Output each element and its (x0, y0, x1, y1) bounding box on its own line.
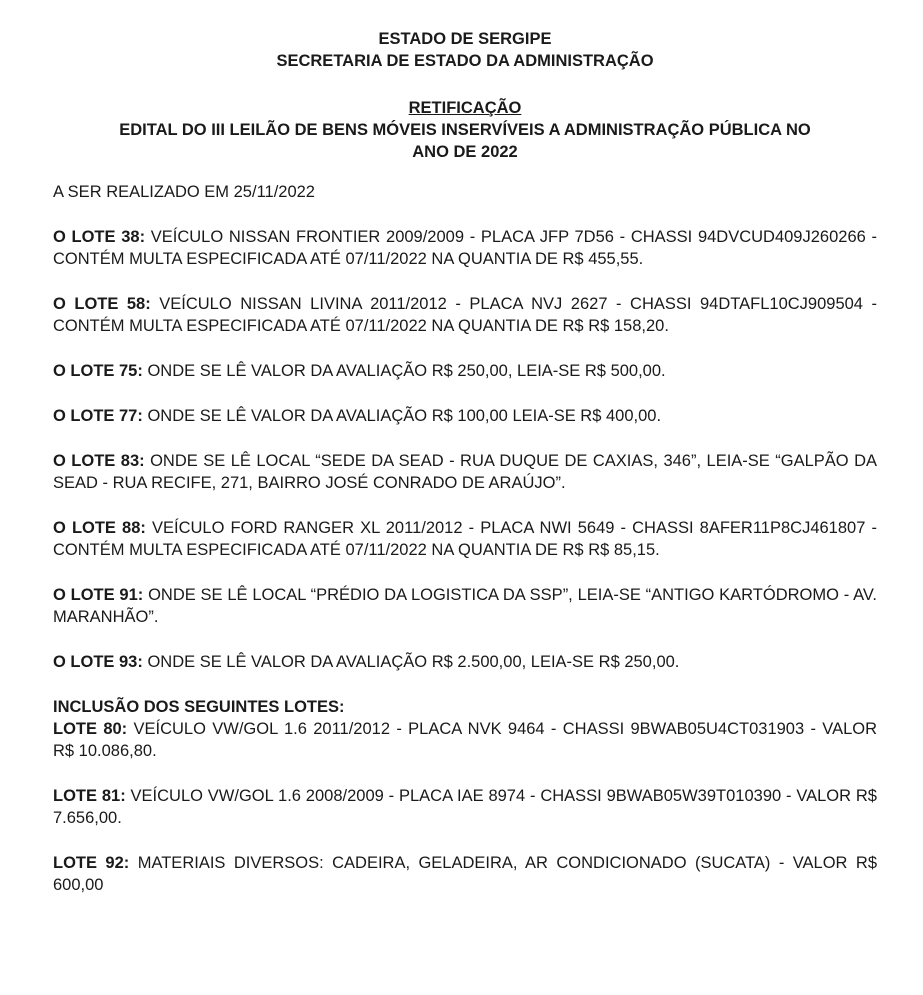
retificacao-title: RETIFICAÇÃO (408, 99, 522, 117)
lote-label: O LOTE 91: (53, 586, 144, 604)
lote-text: VEÍCULO VW/GOL 1.6 2011/2012 - PLACA NVK 9464 - CHASSI 9BWAB05U4CT031903 - VALOR R$ 10.086,80. (53, 720, 877, 760)
lote-text: ONDE SE LÊ VALOR DA AVALIAÇÃO R$ 2.500,00, LEIA-SE R$ 250,00. (142, 653, 680, 671)
lote-83-paragraph (53, 450, 877, 494)
lote-label: LOTE 81: (53, 787, 126, 805)
lote-text: ONDE SE LÊ LOCAL “PRÉDIO DA LOGISTICA DA SSP”, LEIA-SE “ANTIGO KARTÓDROMO - AV. MARANHÃO”. (53, 586, 877, 626)
auction-date: A SER REALIZADO EM 25/11/2022 (53, 183, 315, 201)
lote-80-paragraph (53, 718, 877, 762)
lote-text: MATERIAIS DIVERSOS: CADEIRA, GELADEIRA, AR CONDICIONADO (SUCATA) - VALOR R$ 600,00 (53, 854, 877, 894)
state-heading: ESTADO DE SERGIPE (378, 30, 552, 48)
lote-text: ONDE SE LÊ VALOR DA AVALIAÇÃO R$ 250,00, LEIA-SE R$ 500,00. (142, 362, 666, 380)
lote-label: LOTE 92: (53, 854, 130, 872)
lote-text: ONDE SE LÊ LOCAL “SEDE DA SEAD - RUA DUQUE DE CAXIAS, 346”, LEIA-SE “GALPÃO DA SEAD - RUA RECIFE, 271, BAIRRO JOSÉ CONRADO DE ARAÚJO”. (53, 452, 877, 492)
inclusion-heading: INCLUSÃO DOS SEGUINTES LOTES: (53, 698, 345, 716)
lote-label: LOTE 80: (53, 720, 128, 738)
lote-label: O LOTE 75: (53, 362, 143, 380)
lote-label: O LOTE 58: (53, 295, 151, 313)
edital-title-line-1: EDITAL DO III LEILÃO DE BENS MÓVEIS INSERVÍVEIS A ADMINISTRAÇÃO PÚBLICA NO (119, 121, 811, 139)
lote-label: O LOTE 93: (53, 653, 143, 671)
lote-text: ONDE SE LÊ VALOR DA AVALIAÇÃO R$ 100,00 LEIA-SE R$ 400,00. (142, 407, 662, 425)
lote-58-paragraph (53, 293, 877, 337)
lote-38-paragraph (53, 226, 877, 270)
lote-88-paragraph (53, 517, 877, 561)
lote-label: O LOTE 38: (53, 228, 146, 246)
lote-75-paragraph (53, 360, 877, 382)
lote-91-paragraph (53, 584, 877, 628)
lote-text: VEÍCULO NISSAN LIVINA 2011/2012 - PLACA NVJ 2627 - CHASSI 94DTAFL10CJ909504 - CONTÉM MULTA ESPECIFICADA ATÉ 07/11/2022 NA QUANTIA DE R$ R$ 158,20. (53, 295, 877, 335)
lote-label: O LOTE 77: (53, 407, 143, 425)
lote-93-paragraph (53, 651, 877, 673)
secretariat-heading: SECRETARIA DE ESTADO DA ADMINISTRAÇÃO (276, 52, 654, 70)
lote-label: O LOTE 83: (53, 452, 145, 470)
lote-92-paragraph (53, 852, 877, 896)
lote-text: VEÍCULO VW/GOL 1.6 2008/2009 - PLACA IAE 8974 - CHASSI 9BWAB05W39T010390 - VALOR R$ 7.656,00. (53, 787, 877, 827)
lote-label: O LOTE 88: (53, 519, 146, 537)
lote-81-paragraph (53, 785, 877, 829)
edital-title-line-2: ANO DE 2022 (412, 143, 518, 161)
lote-77-paragraph (53, 405, 877, 427)
lote-text: VEÍCULO FORD RANGER XL 2011/2012 - PLACA NWI 5649 - CHASSI 8AFER11P8CJ461807 - CONTÉM MULTA ESPECIFICADA ATÉ 07/11/2022 NA QUANTIA DE R$ R$ 85,15. (53, 519, 877, 559)
lote-text: VEÍCULO NISSAN FRONTIER 2009/2009 - PLACA JFP 7D56 - CHASSI 94DVCUD409J260266 - CONTÉM MULTA ESPECIFICADA ATÉ 07/11/2022 NA QUANTIA DE R$ 455,55. (53, 228, 877, 268)
